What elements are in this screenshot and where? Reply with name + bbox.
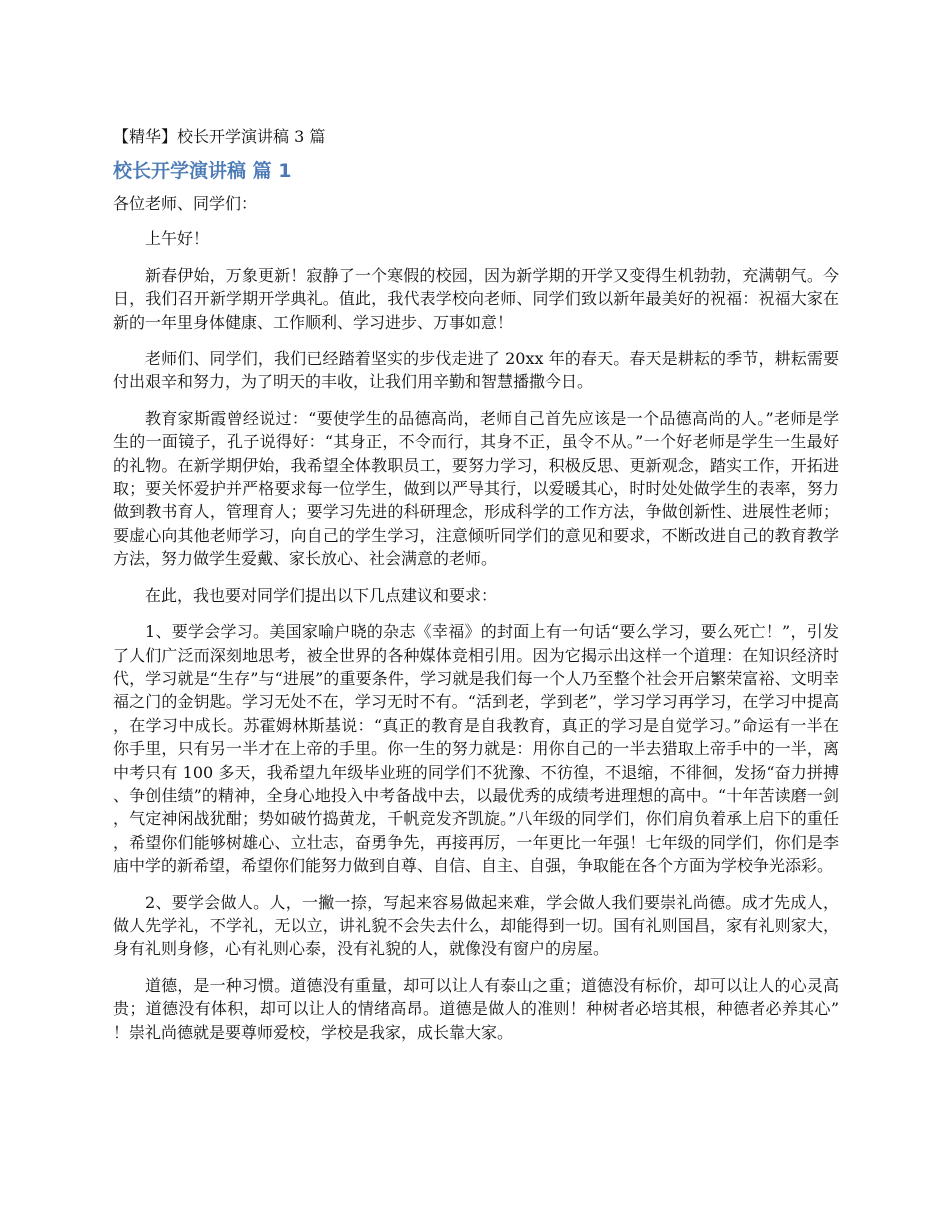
paragraph-spring: 老师们、同学们，我们已经踏着坚实的步伐走进了 20xx 年的春天。春天是耕耘的季节，耕耘需要付出艰辛和努力，为了明天的丰收，让我们用辛勤和智慧播撒今日。 [113,349,839,392]
document-title: 【精华】校长开学演讲稿 3 篇 [113,127,326,146]
paragraph-morality: 道德，是一种习惯。道德没有重量，却可以让人有泰山之重；道德没有标价，却可以让人的心灵高贵；道德没有体积，却可以让人的情绪高昂。道德是做人的准则！种树者必培其根，种德者必养其心”！崇礼尚德就是要尊师爱校，学校是我家，成长靠大家。 [113,975,839,1042]
paragraph-suggestions-intro: 在此，我也要对同学们提出以下几点建议和要求： [145,585,498,605]
document-page [113,125,839,1057]
paragraph-learn-to-be-human: 2、要学会做人。人，一撇一捺，写起来容易做起来难，学会做人我们要崇礼尚德。成才先成人，做人先学礼，不学礼，无以立，讲礼貌不会失去什么，却能得到一切。国有礼则国昌，家有礼则家大，身有礼则身修，心有礼则心泰，没有礼貌的人，就像没有窗户的房屋。 [113,892,839,959]
paragraph-teachers: 教育家斯霞曾经说过：“要使学生的品德高尚，老师自己首先应该是一个品德高尚的人。”老师是学生的一面镜子，孔子说得好：“其身正，不令而行，其身不正，虽令不从。”一个好老师是学生一生最好的礼物。在新学期伊始，我希望全体教职员工，要努力学习，积极反思、更新观念，踏实工作，开拓进取；要关怀爱护并严格要求每一位学生，做到以严导其行，以爱暖其心，时时处处做学生的表率，努力做到教书育人，管理育人；要学习先进的科研理念，形成科学的工作方法，争做创新性、进展性老师；要虚心向其他老师学习，向自己的学生学习，注意倾听同学们的意见和要求，不断改进自己的教育教学方法，努力做学生爱戴、家长放心、社会满意的老师。 [113,408,839,569]
section-heading: 校长开学演讲稿 篇 1 [113,160,292,182]
salutation: 各位老师、同学们： [113,194,258,213]
paragraph-new-year: 新春伊始，万象更新！寂静了一个寒假的校园，因为新学期的开学又变得生机勃勃，充满朝气。今日，我们召开新学期开学典礼。值此，我代表学校向老师、同学们致以新年最美好的祝福：祝福大家在新的一年里身体健康、工作顺利、学习进步、万事如意！ [113,265,839,332]
paragraph-greeting: 上午好！ [145,229,210,249]
paragraph-learn-to-study: 1、要学会学习。美国家喻户晓的杂志《幸福》的封面上有一句话“要么学习，要么死亡！”，引发了人们广泛而深刻地思考，被全世界的各种媒体竞相引用。因为它揭示出这样一个道理：在知识经济时代，学习就是“生存”与“进展”的重要条件，学习就是我们每一个人乃至整个社会开启繁荣富裕、文明幸福之门的金钥匙。学习无处不在，学习无时不有。“活到老，学到老”，学习学习再学习，在学习中提高，在学习中成长。苏霍姆林斯基说：“真正的教育是自我教育，真正的学习是自觉学习。”命运有一半在你手里，只有另一半才在上帝的手里。你一生的努力就是：用你自己的一半去猎取上帝手中的一半，离中考只有 100 多天，我希望九年级毕业班的同学们不犹豫、不彷徨，不退缩，不徘徊，发扬“奋力拼搏、争创佳绩”的精神，全身心地投入中考备战中去，以最优秀的成绩考进理想的高中。“十年苦读磨一剑，气定神闲战犹酣；势如破竹捣黄龙，千帆竞发齐凯旋。”八年级的同学们，你们肩负着承上启下的重任，希望你们能够树雄心、立壮志，奋勇争先，再接再厉，一年更比一年强！七年级的同学们，你们是李庙中学的新希望，希望你们能努力做到自尊、自信、自主、自强，争取能在各个方面为学校争光添彩。 [113,622,839,876]
